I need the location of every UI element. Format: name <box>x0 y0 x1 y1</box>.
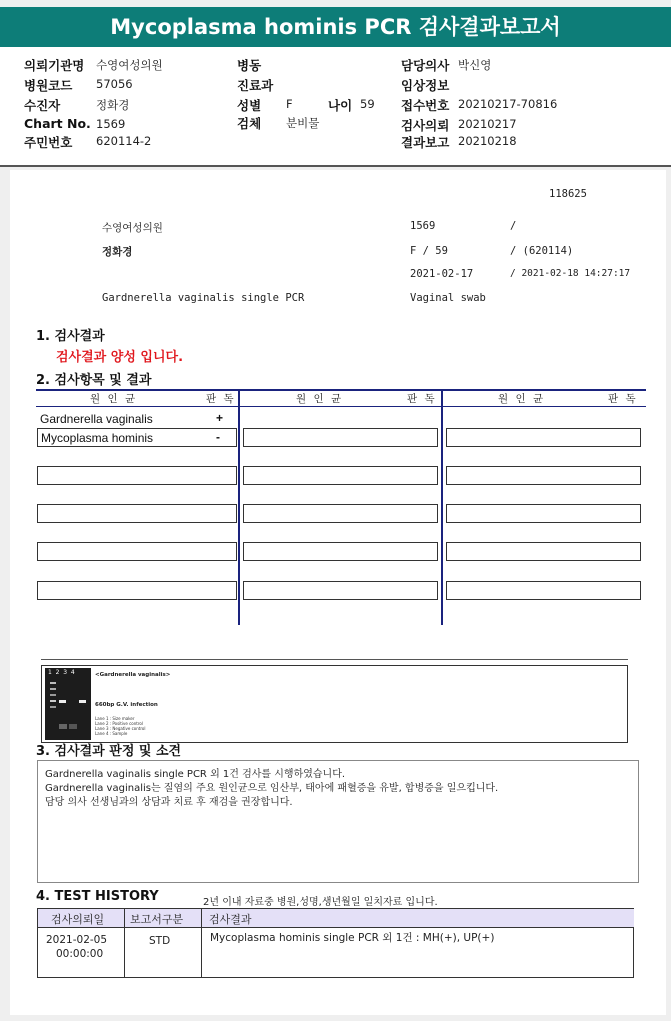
primer-dimer <box>69 724 77 729</box>
section1-title: 1. 검사결과 <box>36 329 105 344</box>
gel-band-label: 660bp G.V. infection <box>95 702 158 708</box>
sex-value: F <box>286 97 293 111</box>
section2-title: 2. 검사항목 및 결과 <box>36 373 152 388</box>
opinion-line-2: Gardnerella vaginalis는 질염의 주요 원인균으로 임산부, 태아에 패혈증을 유발, 합병증을 일으킵니다. <box>45 783 499 794</box>
report-date: 2021-02-17 <box>410 268 474 280</box>
section4-title: 4. TEST HISTORY <box>36 889 159 904</box>
patient-value: 정화경 <box>96 98 130 112</box>
item-gardnerella-result: + <box>216 411 224 425</box>
col-judgement-3: 판 독 <box>608 393 638 405</box>
report-chart-no: 1569 <box>410 220 436 232</box>
item-col2-row-4 <box>243 504 438 523</box>
ladder-band <box>50 694 56 696</box>
positive-band <box>59 700 66 703</box>
ladder-band <box>50 688 56 690</box>
sex-label: 성별 <box>237 98 262 113</box>
item-col2-row-3 <box>243 466 438 485</box>
band-arrow-icon: ← <box>82 701 88 709</box>
history-type: STD <box>149 935 171 947</box>
report-date-label: 결과보고 <box>401 135 450 150</box>
history-col-divider <box>124 909 125 977</box>
gel-legend-4: Lane 4 : Sample <box>95 731 128 736</box>
doctor-label: 담당의사 <box>401 58 450 73</box>
age-value: 59 <box>360 97 375 111</box>
gel-lane-numbers: 1 2 3 4 <box>48 669 75 676</box>
history-col-date: 검사의뢰일 <box>51 913 105 926</box>
item-col2-row-6 <box>243 581 438 600</box>
item-row-3 <box>37 466 237 485</box>
history-header-row <box>38 909 634 927</box>
ward-label: 병동 <box>237 58 262 73</box>
history-time: 00:00:00 <box>56 948 104 960</box>
header-divider <box>0 165 671 167</box>
report-test-name: Gardnerella vaginalis single PCR <box>102 292 305 304</box>
report-slash: / <box>510 220 517 232</box>
col-judgement-2: 판 독 <box>407 393 437 405</box>
clinical-label: 임상정보 <box>401 78 450 93</box>
col-pathogen-2: 원 인 균 <box>296 393 344 405</box>
column-divider-2 <box>441 389 443 625</box>
history-table <box>37 908 634 978</box>
item-col3-row-5 <box>446 542 641 561</box>
opinion-line-1: Gardnerella vaginalis single PCR 외 1건 검사를 시행하였습니다. <box>45 769 346 780</box>
patient-info-panel <box>0 47 671 165</box>
gel-top-rule <box>41 659 628 660</box>
col-pathogen-3: 원 인 균 <box>498 393 546 405</box>
report-datetime: / 2021-02-18 14:27:17 <box>510 268 631 279</box>
report-birth: / (620114) <box>510 245 574 257</box>
gel-legend-1: Lane 1 : Size maker <box>95 716 135 721</box>
history-date: 2021-02-05 <box>46 934 108 946</box>
col-pathogen-1: 원 인 균 <box>90 393 138 405</box>
item-col2-row-2 <box>243 428 438 447</box>
receipt-value: 20210217-70816 <box>458 97 558 111</box>
request-value: 20210217 <box>458 117 517 131</box>
report-specimen: Vaginal swab <box>410 292 486 304</box>
history-note: 2년 이내 자료중 병원,성명,생년월일 일치자료 입니다. <box>203 897 438 908</box>
item-row-6 <box>37 581 237 600</box>
hospital-code-label: 병원코드 <box>24 78 73 93</box>
table-header-rule <box>36 406 646 407</box>
item-col2-row-5 <box>243 542 438 561</box>
history-col-divider <box>201 909 202 977</box>
item-row-2 <box>37 428 237 447</box>
report-page <box>10 170 666 1015</box>
institution-value: 수영여성의원 <box>96 58 163 72</box>
chart-no-value: 1569 <box>96 117 126 131</box>
doctor-value: 박신영 <box>458 58 492 72</box>
gel-legend-3: Lane 3 : Negative control <box>95 726 146 731</box>
item-col3-row-3 <box>446 466 641 485</box>
institution-label: 의뢰기관명 <box>24 58 85 73</box>
section3-title: 3. 검사결과 판정 및 소견 <box>36 744 182 759</box>
history-col-result: 검사결과 <box>209 913 252 926</box>
history-result: Mycoplasma hominis single PCR 외 1건 : MH(+), UP(+) <box>210 932 495 944</box>
report-title-bar <box>0 7 671 47</box>
gel-frame <box>41 665 628 743</box>
hospital-code-value: 57056 <box>96 77 133 91</box>
item-gardnerella-name: Gardnerella vaginalis <box>40 412 153 426</box>
report-title: Mycoplasma hominis PCR 검사결과보고서 <box>110 15 561 39</box>
ladder-band <box>50 700 56 702</box>
opinion-line-3: 담당 의사 선생님과의 상담과 치료 후 재검을 권장합니다. <box>45 797 293 808</box>
specimen-value: 분비물 <box>286 116 320 130</box>
report-institution: 수영여성의원 <box>102 222 163 234</box>
item-col3-row-4 <box>446 504 641 523</box>
item-row-5 <box>37 542 237 561</box>
report-sex-age: F / 59 <box>410 245 448 257</box>
patient-label: 수진자 <box>24 98 61 113</box>
age-label: 나이 <box>328 98 353 113</box>
item-row-4 <box>37 504 237 523</box>
report-number: 118625 <box>549 188 587 200</box>
history-header-rule <box>38 927 634 928</box>
report-patient: 정화경 <box>102 246 133 258</box>
primer-dimer <box>59 724 67 729</box>
resident-no-label: 주민번호 <box>24 135 73 150</box>
request-label: 검사의뢰 <box>401 118 450 133</box>
resident-no-value: 620114-2 <box>96 134 152 148</box>
gel-title: <Gardnerella vaginalis> <box>95 672 171 678</box>
ladder-band <box>50 706 56 708</box>
item-col3-row-2 <box>446 428 641 447</box>
receipt-label: 접수번호 <box>401 98 450 113</box>
opinion-box <box>37 760 639 883</box>
dept-label: 진료과 <box>237 78 274 93</box>
item-col3-row-6 <box>446 581 641 600</box>
specimen-label: 검체 <box>237 116 262 131</box>
item-mycoplasma-result: - <box>216 430 220 444</box>
gel-legend-2: Lane 2 : Positive control <box>95 721 143 726</box>
history-col-type: 보고서구분 <box>130 913 184 926</box>
chart-no-label: Chart No. <box>24 116 91 131</box>
ladder-band <box>50 682 56 684</box>
col-judgement-1: 판 독 <box>206 393 236 405</box>
result-summary: 검사결과 양성 입니다. <box>56 350 184 365</box>
report-date-value: 20210218 <box>458 134 517 148</box>
column-divider-1 <box>238 389 240 625</box>
item-mycoplasma-name: Mycoplasma hominis <box>41 431 154 445</box>
